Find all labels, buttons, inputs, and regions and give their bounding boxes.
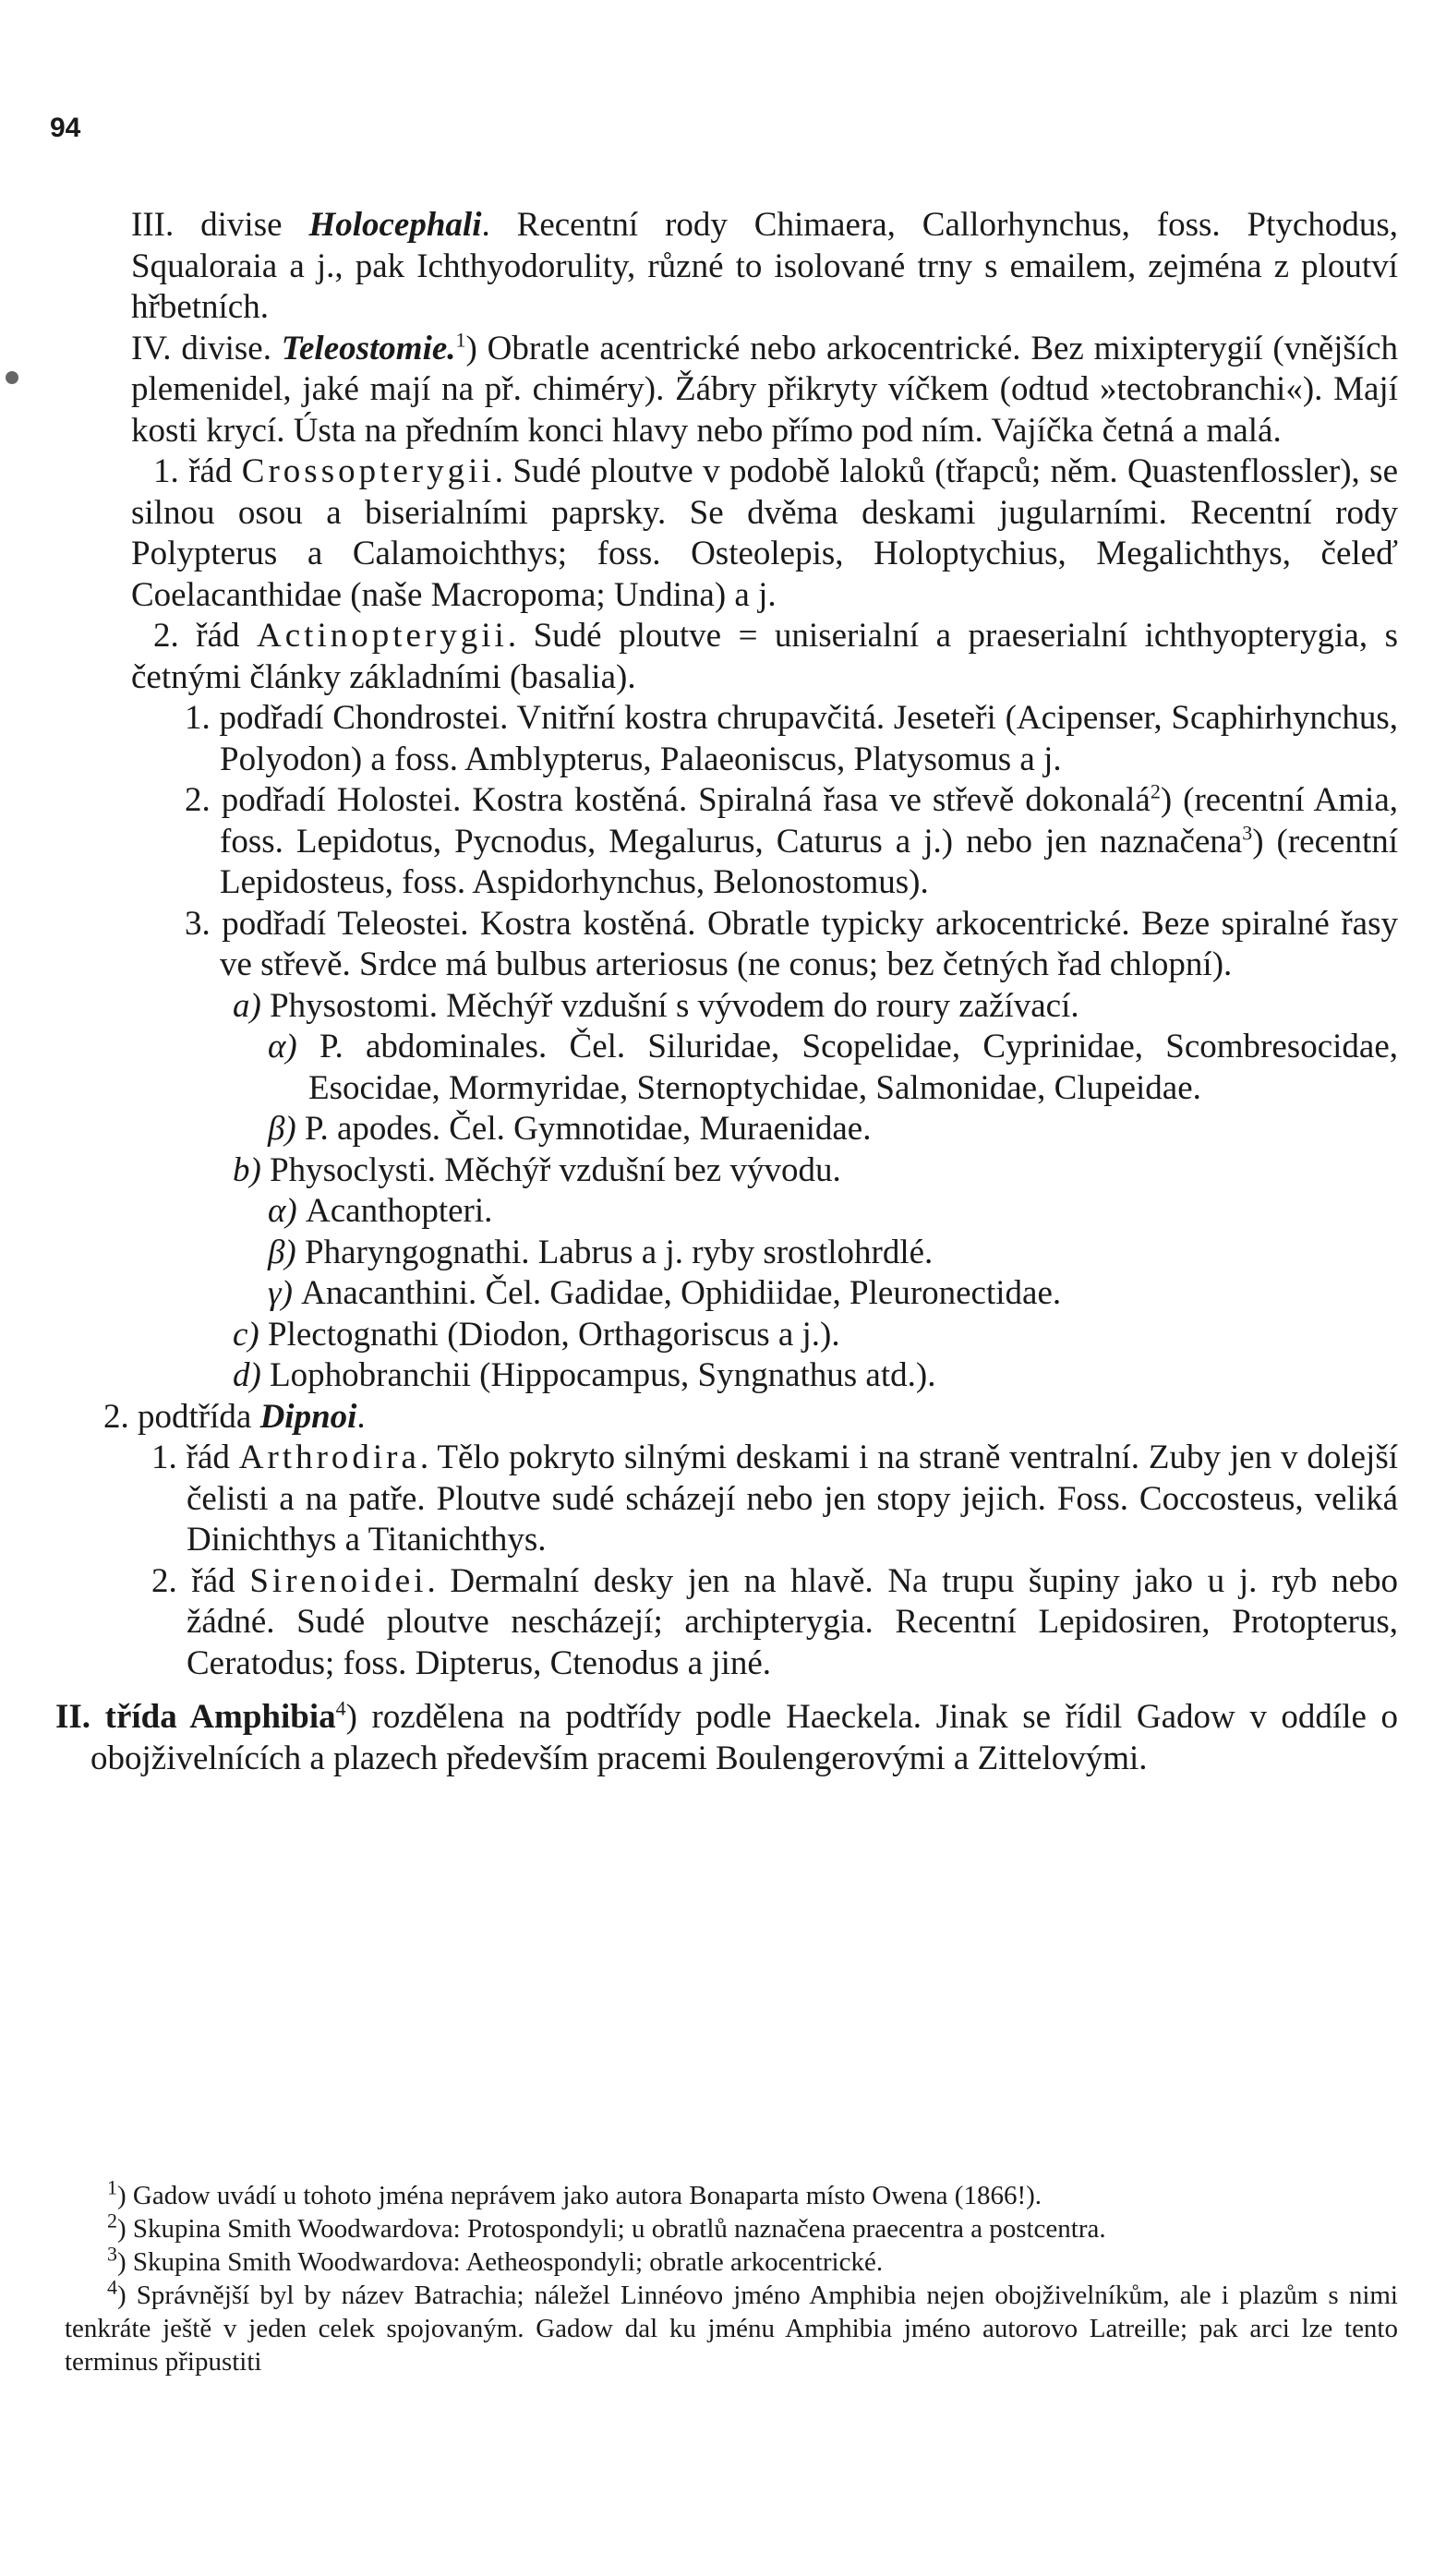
- paragraph-chondrostei: 1. podřadí Chondrostei. Vnitřní kostra chrupavčitá. Jeseteři (Acipenser, Scaphirhynchus, Polyodon) a foss. Amblypterus, Palaeoniscus, Platysomus a j.: [185, 699, 1398, 778]
- paragraph-amphibia: II. třída Amphibia$^4$) rozdělena na podtřídy podle Haeckela. Jinak se řídil Gadow v oddíle o obojživelnících a plazech především pracemi Boulengerovými a Zittelovými.: [55, 1696, 1398, 1777]
- paragraph-arthrodira: 1. řád Arthrodira. Tělo pokryto silnými deskami i na straně ventralní. Zuby jen v dolejší čelisti a na patře. Ploutve sudé scházejí nebo jen stopy jejich. Foss. Coccosteus, veliká Dinichthys a Titanichthys.: [151, 1438, 1398, 1559]
- footnote-3: $^3$) Skupina Smith Woodwardova: Aetheospondyli; obratle arkocentrické.: [107, 2242, 884, 2277]
- paragraph-crossopterygii: 1. řád Crossopterygii. Sudé ploutve v podobě laloků (třapců; něm. Quastenflossler), se silnou osou a biserialními paprsky. Se dvěma deskami jugularními. Recentní rody Polypterus a Calamoichthys; foss. Osteolepis, Holoptychius, Megalichthys, čeleď Coelacanthidae (naše Macropoma; Undina) a j.: [131, 452, 1398, 614]
- item-physoclysti: b) Physoclysti. Měchýř vzdušní bez vývodu.: [233, 1150, 841, 1189]
- main-text: [55, 205, 1399, 1779]
- paragraph-dipnoi: 2. podtřída Dipnoi.: [103, 1397, 366, 1436]
- footnote-2: $^2$) Skupina Smith Woodwardova: Protospondyli; u obratlů naznačena praecentra a postcentra.: [107, 2209, 1106, 2244]
- page-number: 94: [50, 113, 81, 143]
- paragraph-divise-iii: III. divise Holocephali. Recentní rody Chimaera, Callorhynchus, foss. Ptychodus, Squaloraia a j., pak Ichthyodorulity, různé to isolované trny s emailem, zejména z ploutví hřbetních.: [131, 206, 1398, 326]
- footnotes: [65, 2175, 1398, 2378]
- paragraph-sirenoidei: 2. řád Sirenoidei. Dermalní desky jen na hlavě. Na trupu šupiny jako u j. ryb nebo žádné. Sudé ploutve nescházejí; archipterygia. Recentní Lepidosiren, Protopterus, Ceratodus; foss. Dipterus, Ctenodus a jiné.: [151, 1561, 1398, 1682]
- paragraph-teleostei: 3. podřadí Teleostei. Kostra kostěná. Obratle typicky arkocentrické. Beze spiralné řasy ve střevě. Srdce má bulbus arteriosus (ne conus; bez četných řad chlopní).: [185, 904, 1398, 983]
- item-plectognathi: c) Plectognathi (Diodon, Orthagoriscus a j.).: [233, 1315, 840, 1354]
- item-pharyngognathi: β) Pharyngognathi. Labrus a j. ryby srostlohrdlé.: [268, 1233, 934, 1271]
- item-physostomi: a) Physostomi. Měchýř vzdušní s vývodem do roury zažívací.: [233, 986, 1079, 1025]
- item-apodes: β) P. apodes. Čel. Gymnotidae, Muraenidae.: [268, 1110, 872, 1148]
- margin-mark: [6, 371, 18, 384]
- paragraph-divise-iv: IV. divise. Teleostomie.$^1$) Obratle acentrické nebo arkocentrické. Bez mixipterygií (vnějších plemenidel, jaké mají na př. chiméry). Žábry přikryty víčkem (odtud »tectobranchi«). Mají kosti krycí. Ústa na předním konci hlavy nebo přímo pod ním. Vajíčka četná a malá.: [131, 328, 1398, 450]
- item-abdominales: α) P. abdominales. Čel. Siluridae, Scopelidae, Cyprinidae, Scombresocidae, Esocidae, Mormyridae, Sternoptychidae, Salmonidae, Clupeidae.: [268, 1028, 1398, 1107]
- paragraph-holostei: 2. podřadí Holostei. Kostra kostěná. Spiralná řasa ve střevě dokonalá$^2$) (recentní Amia, foss. Lepidotus, Pycnodus, Megalurus, Caturus a j.) nebo jen naznačena$^3$) (recentní Lepidosteus, foss. Aspidorhynchus, Belonostomus).: [185, 779, 1399, 901]
- footnote-1: $^1$) Gadow uvádí u tohoto jména neprávem jako autora Bonaparta místo Owena (1866!).: [107, 2175, 1042, 2210]
- paragraph-actinopterygii: 2. řád Actinopterygii. Sudé ploutve = uniserialní a praeserialní ichthyopterygia, s četnými články základními (basalia).: [131, 617, 1398, 696]
- item-anacanthini: γ) Anacanthini. Čel. Gadidae, Ophidiidae, Pleuronectidae.: [268, 1274, 1062, 1312]
- item-lophobranchii: d) Lophobranchii (Hippocampus, Syngnathus atd.).: [233, 1356, 936, 1394]
- footnote-4: $^4$) Správnější byl by název Batrachia; náležel Linnéovo jméno Amphibia nejen obojživelníkům, ale i plazům s nimi tenkráte ještě v jeden celek spojovaným. Gadow dal ku jménu Amphibia jméno autorovo Latreille; pak arci lze tento terminus připustiti: [65, 2275, 1398, 2377]
- item-acanthopteri: α) Acanthopteri.: [268, 1192, 493, 1230]
